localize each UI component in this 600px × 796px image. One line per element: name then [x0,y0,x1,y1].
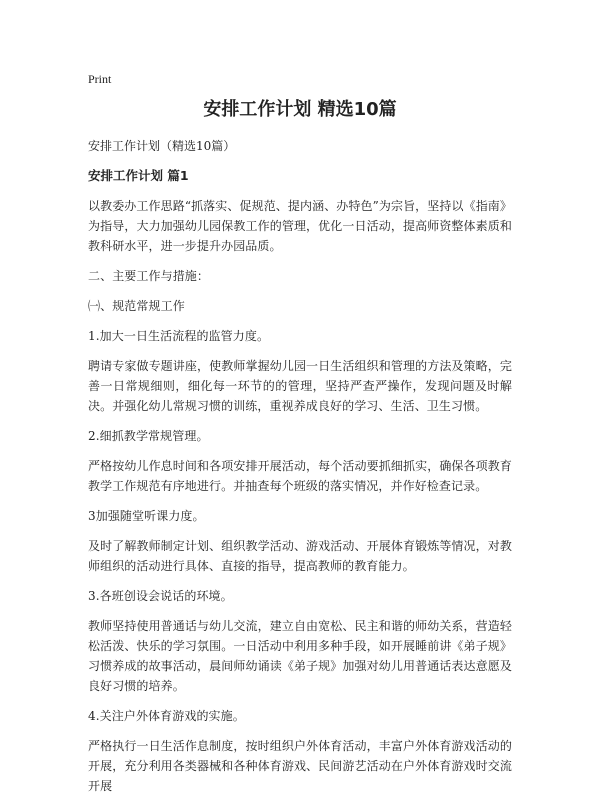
body-paragraph: 及时了解教师制定计划、组织教学活动、游戏活动、开展体育锻炼等情况，对教师组织的活动进行具体、直接的指导，提高教师的教育能力。 [88,539,512,573]
document-title: 安排工作计划 精选10篇 [203,99,397,120]
print-link[interactable]: Print [88,72,112,86]
document-subtitle: 安排工作计划（精选10篇） [88,139,236,153]
item-heading: 4.关注户外体育游戏的实施。 [88,709,245,723]
section-heading: 安排工作计划 篇1 [88,168,189,183]
item-heading: 3加强随堂听课力度。 [88,509,205,523]
item-heading: 3.各班创设会说话的环境。 [88,589,233,603]
routine-work-heading: ㈠、规范常规工作 [88,299,185,313]
body-paragraph: 聘请专家做专题讲座，使教师掌握幼儿园一日生活组织和管理的方法及策略，完善一日常规细则，细化每一环节的的管理，坚持严查严操作，发现问题及时解决。并强化幼儿常规习惯的训练，重视养成良好的学习、生活、卫生习惯。 [88,359,512,413]
item-heading: 2.细抓教学常规管理。 [88,429,209,443]
item-heading: 1.加大一日生活流程的监管力度。 [88,329,270,343]
intro-paragraph: 以教委办工作思路“抓落实、促规范、提内涵、办特色”为宗旨，坚持以《指南》为指导，大力加强幼儿园保教工作的管理，优化一日活动，提高师资整体素质和教科研水平，进一步提升办园品质。 [88,199,512,253]
main-measures-heading: 二、主要工作与措施： [88,269,210,283]
body-paragraph: 严格按幼儿作息时间和各项安排开展活动，每个活动要抓细抓实，确保各项教育教学工作规范有序地进行。并抽查每个班级的落实情况，并作好检查记录。 [88,459,512,493]
body-paragraph: 严格执行一日生活作息制度，按时组织户外体育活动，丰富户外体育游戏活动的开展，充分利用各类器械和各种体育游戏、民间游艺活动在户外体育游戏时交流开展 [88,739,512,793]
body-paragraph: 教师坚持使用普通话与幼儿交流，建立自由宽松、民主和谐的师幼关系，营造轻松活泼、快乐的学习氛围。一日活动中利用多种手段，如开展睡前讲《弟子规》习惯养成的故事活动，晨间师幼诵读《弟子规》加强对幼儿用普通话表达意愿及良好习惯的培养。 [88,619,512,693]
